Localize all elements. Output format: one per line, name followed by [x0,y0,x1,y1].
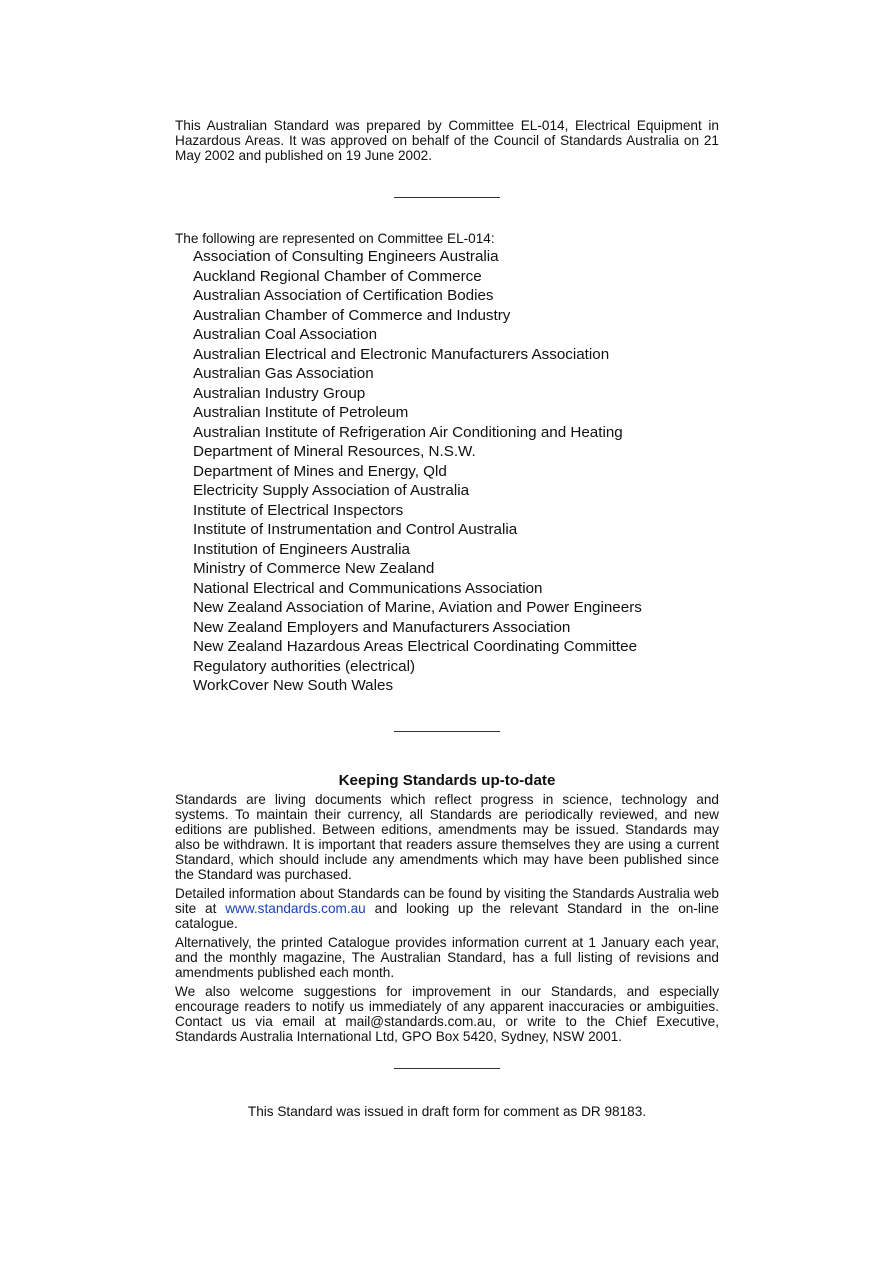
section-title: Keeping Standards up-to-date [338,771,556,789]
committee-member: Institution of Engineers Australia [193,540,410,558]
committee-member: Auckland Regional Chamber of Commerce [193,267,482,285]
spacer [175,1069,719,1104]
committee-member: Ministry of Commerce New Zealand [193,560,435,577]
committee-member: Australian Gas Association [193,365,374,382]
paragraph-text: Detailed information about Standards can be found by visiting the Standards Australia web site at [175,885,719,916]
committee-member: Australian Institute of Refrigeration Air Conditioning and Heating [193,423,623,441]
committee-member: Association of Consulting Engineers Australia [193,248,499,265]
committee-member: Regulatory authorities (electrical) [193,657,415,675]
committee-member: Australian Coal Association [193,326,378,343]
committee-member: WorkCover New South Wales [193,677,394,694]
paragraph-suggestions: We also welcome suggestions for improvement in our Standards, and especially encourage readers to notify us immediately of any apparent inaccuracies or ambiguities. Contact us via email at mail@standards.com.au, or write to the Chief Executive, Standards Australia International Ltd, GPO Box 5420, Sydney, NSW 2001. [175,983,719,1044]
paragraph-catalogue: Alternatively, the printed Catalogue provides information current at 1 January each year, and the monthly magazine, The Australian Standard, has a full listing of revisions and amendments published each month. [175,934,719,980]
spacer [175,1048,719,1068]
paragraph-web-site [175,886,719,931]
committee-member: National Electrical and Communications Association [193,579,543,597]
paragraph-living-documents: Standards are living documents which reflect progress in science, technology and systems. To maintain their currency, all Standards are periodically reviewed, and new editions are published. Between editions, amendments may be issued. Standards may also be withdrawn. It is important that readers assure themselves they are using a current Standard, which should include any amendments which may have been published since the Standard was purchased. [175,791,719,882]
spacer [175,198,719,231]
representation-heading: The following are represented on Committee EL-014: [175,231,495,246]
committee-member: Electricity Supply Association of Australia [193,482,470,499]
committee-member: Australian Chamber of Commerce and Industry [193,306,511,324]
committee-member: Institute of Electrical Inspectors [193,501,404,519]
committee-member: Institute of Instrumentation and Control Australia [193,521,518,538]
committee-member: Department of Mines and Energy, Qld [193,462,447,480]
document-page [175,118,719,1120]
committee-member-list [175,247,719,696]
paragraph-text: and looking up the relevant Standard in the on-line catalogue. [175,900,719,931]
draft-note: This Standard was issued in draft form for comment as DR 98183. [247,1103,647,1119]
standards-website-link[interactable]: www.standards.com.au [225,900,366,916]
committee-member: Australian Institute of Petroleum [193,404,409,421]
committee-member: New Zealand Hazardous Areas Electrical Coordinating Committee [193,638,638,655]
committee-member: New Zealand Employers and Manufacturers Association [193,618,571,636]
spacer [175,163,719,197]
committee-member: Department of Mineral Resources, N.S.W. [193,443,476,460]
committee-member: Australian Electrical and Electronic Manufacturers Association [193,345,610,363]
spacer [175,696,719,731]
committee-member: New Zealand Association of Marine, Aviation and Power Engineers [193,599,642,616]
spacer [175,732,719,772]
preparation-statement: This Australian Standard was prepared by Committee EL-014, Electrical Equipment in Hazardous Areas. It was approved on behalf of the Council of Standards Australia on 21 May 2002 and published on 19 June 2002. [175,118,719,163]
committee-member: Australian Association of Certification Bodies [193,287,494,304]
committee-member: Australian Industry Group [193,384,366,402]
